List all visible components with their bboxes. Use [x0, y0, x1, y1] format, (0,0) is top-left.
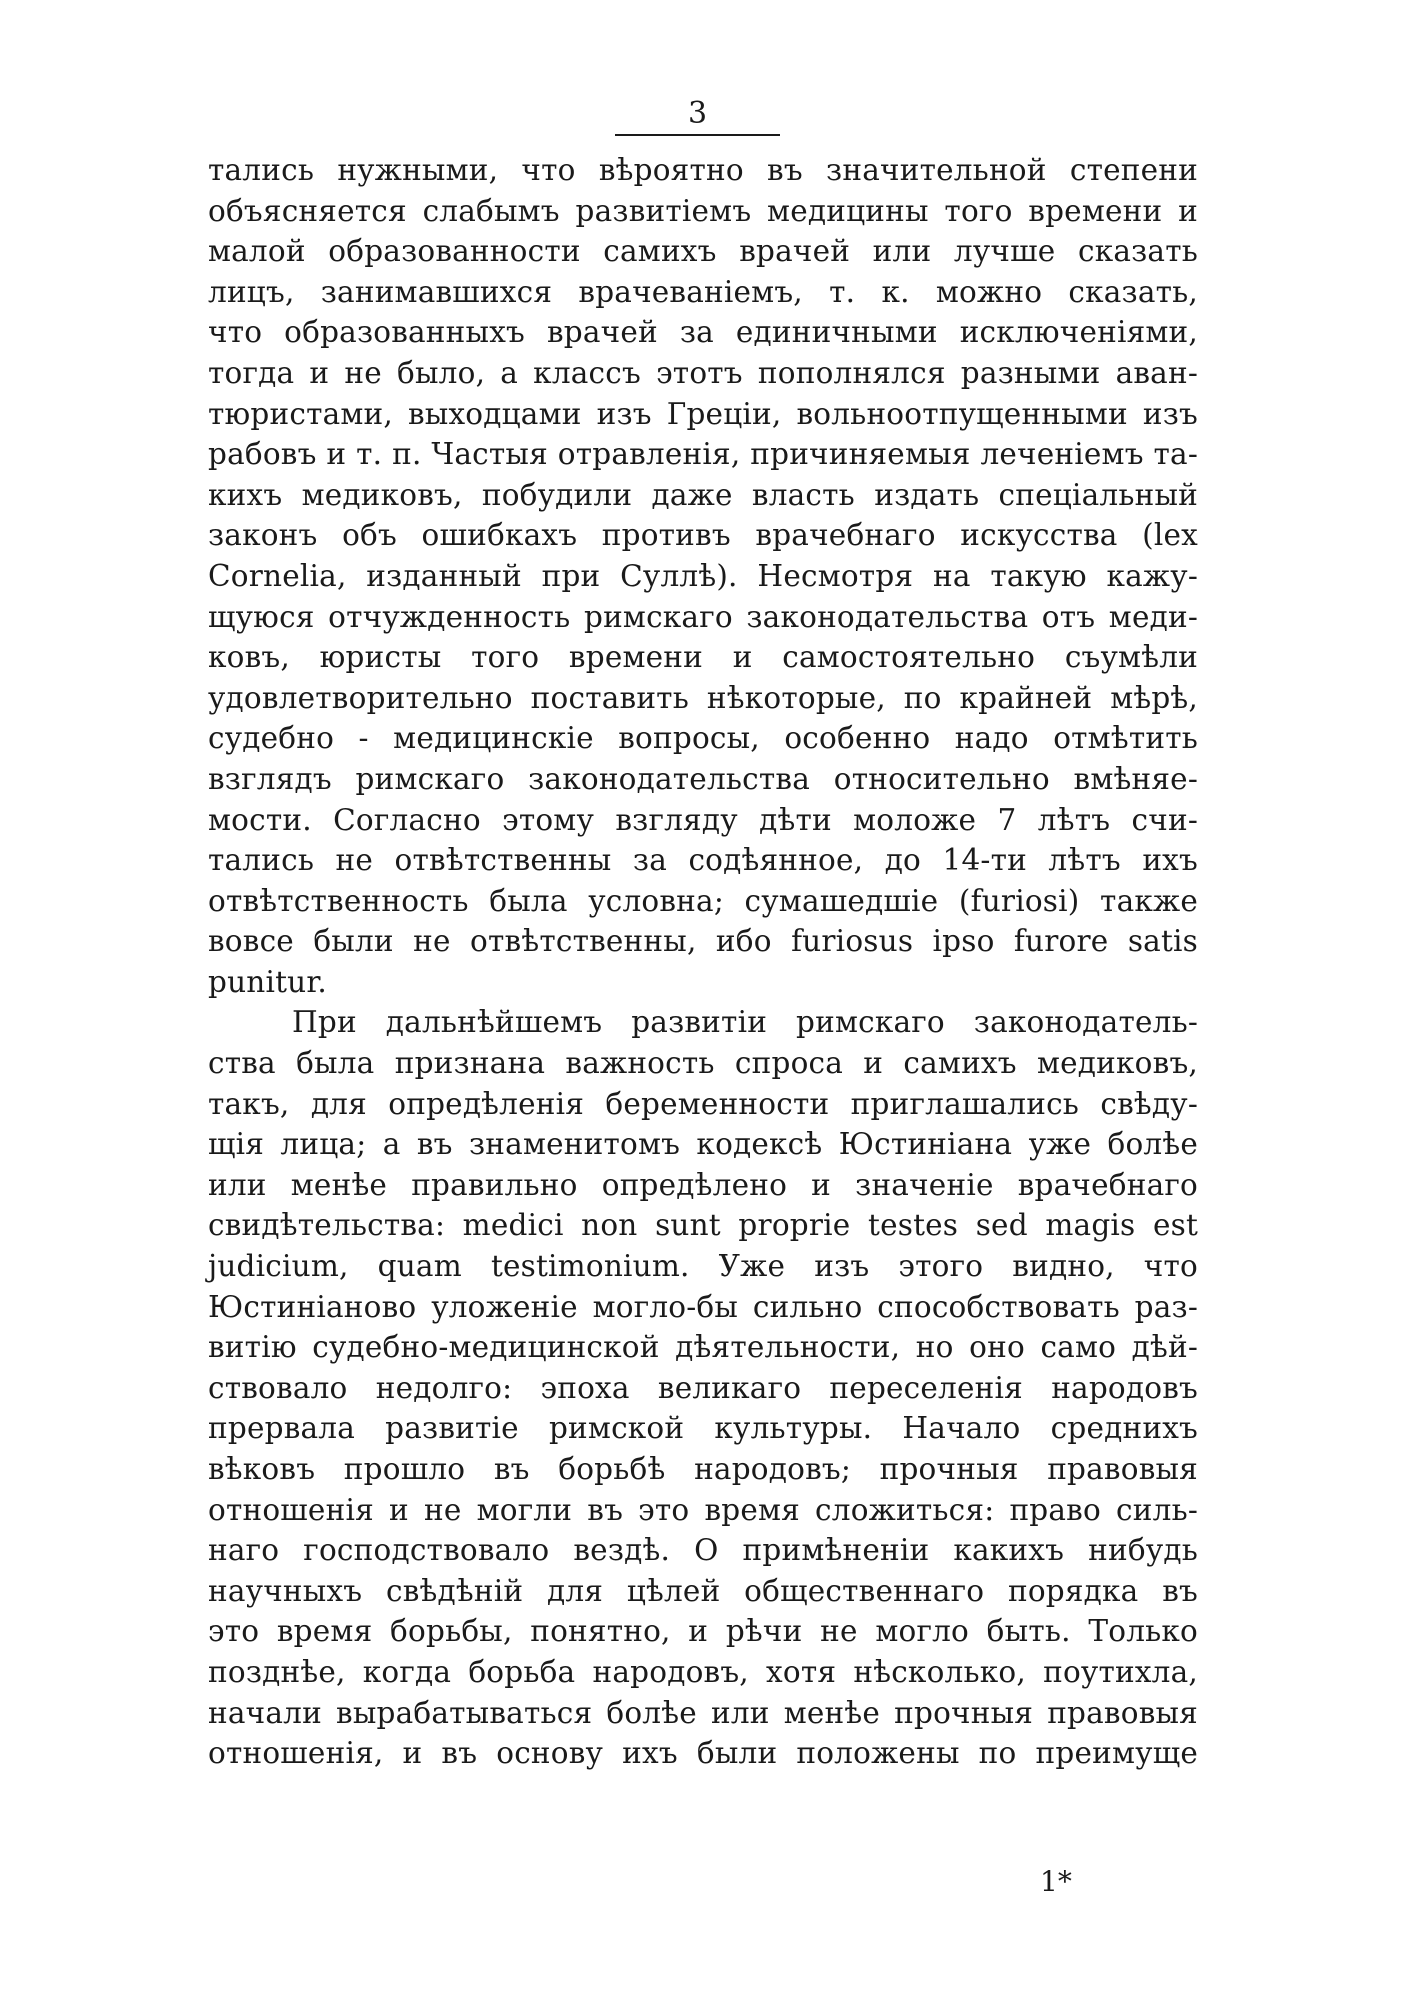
text-line: удовлетворительно поставить нѣкоторые, по крайней мѣрѣ, [208, 680, 1198, 715]
text-line: это время борьбы, понятно, и рѣчи не могло быть. Только [208, 1614, 1198, 1649]
text-line: ствовало недолго: эпоха великаго переселенія народовъ [208, 1370, 1198, 1405]
text-line: вовсе были не отвѣтственны, ибо furiosus ipso furore satis [208, 924, 1198, 959]
text-line: щуюся отчужденность римскаго законодательства отъ меди- [208, 599, 1198, 634]
body-text [208, 150, 1198, 1774]
text-line: вѣковъ прошло въ борьбѣ народовъ; прочныя правовыя [208, 1452, 1198, 1486]
text-line: наго господствовало вездѣ. О примѣненіи какихъ нибудь [208, 1533, 1198, 1568]
text-line: научныхъ свѣдѣній для цѣлей общественнаго порядка въ [208, 1573, 1198, 1608]
paragraph-start-line: При дальнѣйшемъ развитіи римскаго законодатель- [292, 1005, 1198, 1040]
text-line: взглядъ римскаго законодательства относительно вмѣняе- [208, 761, 1198, 796]
page-number: 3 [687, 96, 708, 131]
text-line: судебно - медицинскіе вопросы, особенно надо отмѣтить [208, 721, 1198, 756]
text-line: начали вырабатываться болѣе или менѣе прочныя правовыя [208, 1695, 1198, 1730]
text-line: тюристами, выходцами изъ Греціи, вольноотпущенными изъ [208, 396, 1198, 431]
text-line: отношенія, и въ основу ихъ были положены по преимуще [208, 1736, 1198, 1771]
text-line: позднѣе, когда борьба народовъ, хотя нѣсколько, поутихла, [208, 1654, 1198, 1689]
text-line: рабовъ и т. п. Частыя отравленія, причиняемыя леченіемъ та- [208, 437, 1198, 472]
text-line: отношенія и не могли въ это время сложиться: право силь- [208, 1492, 1198, 1527]
text-line: объясняется слабымъ развитіемъ медицины того времени и [208, 193, 1198, 228]
text-line: такъ, для опредѣленія беременности приглашались свѣду- [208, 1086, 1198, 1121]
text-line: законъ объ ошибкахъ противъ врачебнаго искусства (lex [208, 518, 1198, 553]
text-line: лицъ, занимавшихся врачеваніемъ, т. к. можно сказать, [208, 274, 1198, 309]
header-rule [615, 134, 780, 136]
text-line: или менѣе правильно опредѣлено и значеніе врачебнаго [208, 1167, 1198, 1202]
text-line: щія лица; а въ знаменитомъ кодексѣ Юстиніана уже болѣе [208, 1127, 1198, 1162]
text-line: мости. Согласно этому взгляду дѣти моложе 7 лѣтъ счи- [208, 802, 1198, 837]
text-line: малой образованности самихъ врачей или лучше сказать [208, 234, 1198, 269]
text-line: Юстиніаново уложеніе могло-бы сильно способствовать раз- [208, 1289, 1198, 1324]
text-line: ства была признана важность спроса и самихъ медиковъ, [208, 1046, 1198, 1081]
text-line: Cornelia, изданный при Суллѣ). Несмотря на такую кажу- [208, 558, 1198, 593]
text-line: витію судебно-медицинской дѣятельности, но оно само дѣй- [208, 1330, 1198, 1365]
paragraph-end-line: punitur. [208, 964, 328, 999]
text-line: тались нужными, что вѣроятно въ значительной степени [208, 153, 1198, 187]
text-line: что образованныхъ врачей за единичными исключеніями, [208, 315, 1198, 350]
text-line: ковъ, юристы того времени и самостоятельно съумѣли [208, 640, 1198, 675]
printer-signature-mark: 1* [1040, 1865, 1072, 1898]
text-line: отвѣтственность была условна; сумашедшіе (furiosi) также [208, 883, 1198, 918]
text-line: кихъ медиковъ, побудили даже власть издать спеціальный [208, 477, 1198, 512]
text-line: свидѣтельства: medici non sunt proprie testes sed magis est [208, 1208, 1198, 1243]
text-line: прервала развитіе римской культуры. Начало среднихъ [208, 1411, 1198, 1446]
text-line: тались не отвѣтственны за содѣянное, до 14-ти лѣтъ ихъ [208, 843, 1198, 878]
text-line: judicium, quam testimonium. Уже изъ этого видно, что [208, 1249, 1198, 1284]
text-line: тогда и не было, а классъ этотъ пополнялся разными аван- [208, 355, 1198, 390]
